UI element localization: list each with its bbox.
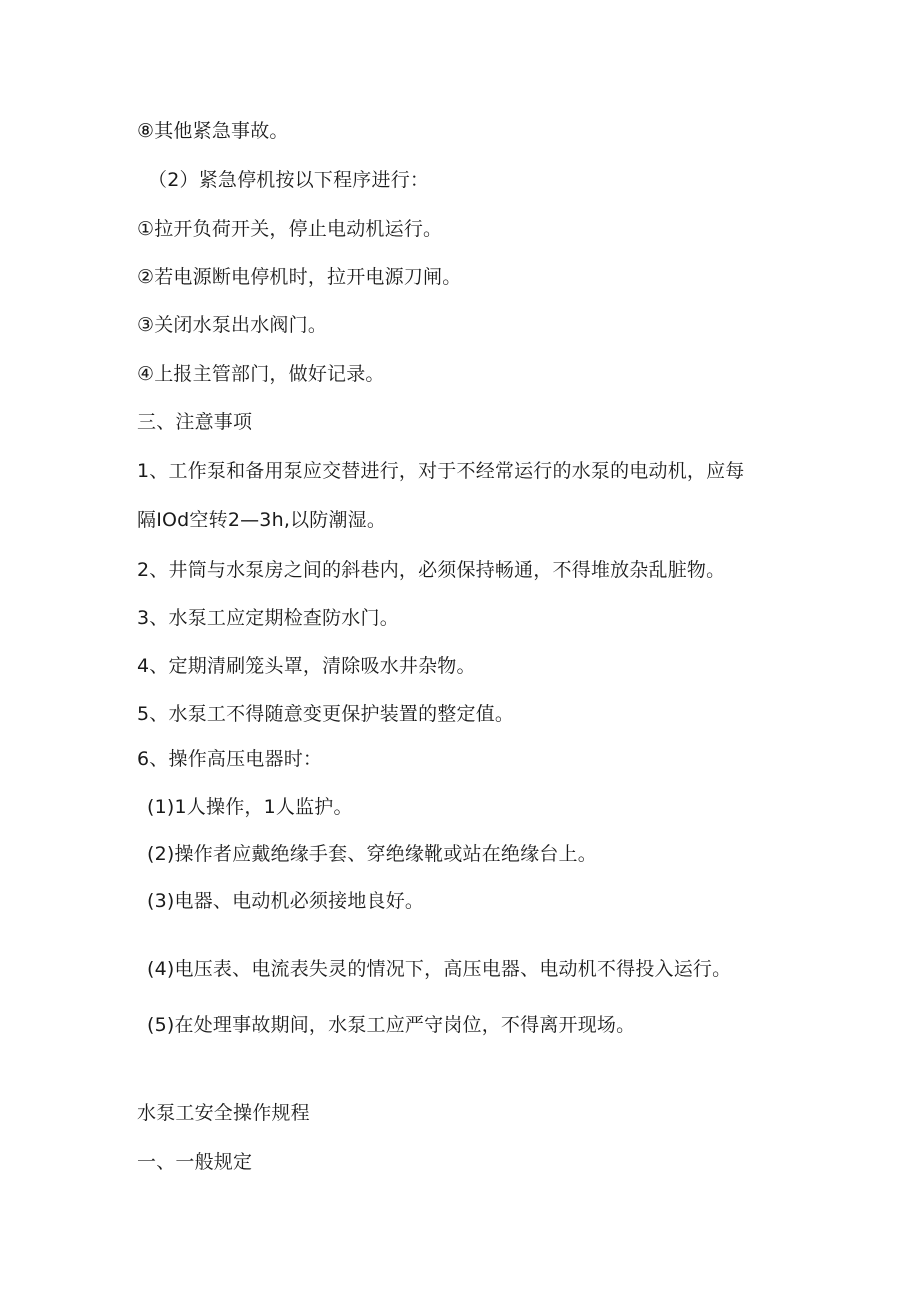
- note-4: 4、定期清刷笼头罩，清除吸水井杂物。: [137, 655, 476, 677]
- note-5: 5、水泵工不得随意变更保护装置的整定值。: [137, 703, 515, 725]
- stop-step-4: ④上报主管部门，做好记录。: [137, 363, 385, 385]
- note-6-item-3: (3)电器、电动机必须接地良好。: [147, 890, 425, 912]
- note-6-item-5: (5)在处理事故期间，水泵工应严守岗位，不得离开现场。: [147, 1014, 636, 1036]
- note-2: 2、井筒与水泵房之间的斜巷内，必须保持畅通，不得堆放杂乱脏物。: [137, 559, 726, 581]
- emergency-stop-procedure-heading: （2）紧急停机按以下程序进行：: [148, 169, 430, 191]
- note-6-item-2: (2)操作者应戴绝缘手套、穿绝缘靴或站在绝缘台上。: [147, 843, 597, 865]
- note-3: 3、水泵工应定期检查防水门。: [137, 607, 399, 629]
- note-6: 6、操作高压电器时：: [137, 748, 323, 770]
- note-1-line-1: 1、工作泵和备用泵应交替进行，对于不经常运行的水泵的电动机，应每: [137, 460, 745, 482]
- note-1-line-2: 隔IOd空转2—3h,以防潮湿。: [137, 509, 387, 531]
- stop-step-3: ③关闭水泵出水阀门。: [137, 314, 328, 336]
- note-6-item-1: (1)1人操作，1人监护。: [147, 796, 353, 818]
- stop-step-1: ①拉开负荷开关，停止电动机运行。: [137, 218, 443, 240]
- section-heading-notes: 三、注意事项: [137, 411, 253, 433]
- document-title: 水泵工安全操作规程: [137, 1102, 310, 1124]
- stop-step-2: ②若电源断电停机时，拉开电源刀闸。: [137, 266, 462, 288]
- emergency-item-8: ⑧其他紧急事故。: [137, 120, 289, 142]
- section-heading-general: 一、一般规定: [137, 1151, 253, 1173]
- note-6-item-4: (4)电压表、电流表失灵的情况下，高压电器、电动机不得投入运行。: [147, 958, 732, 980]
